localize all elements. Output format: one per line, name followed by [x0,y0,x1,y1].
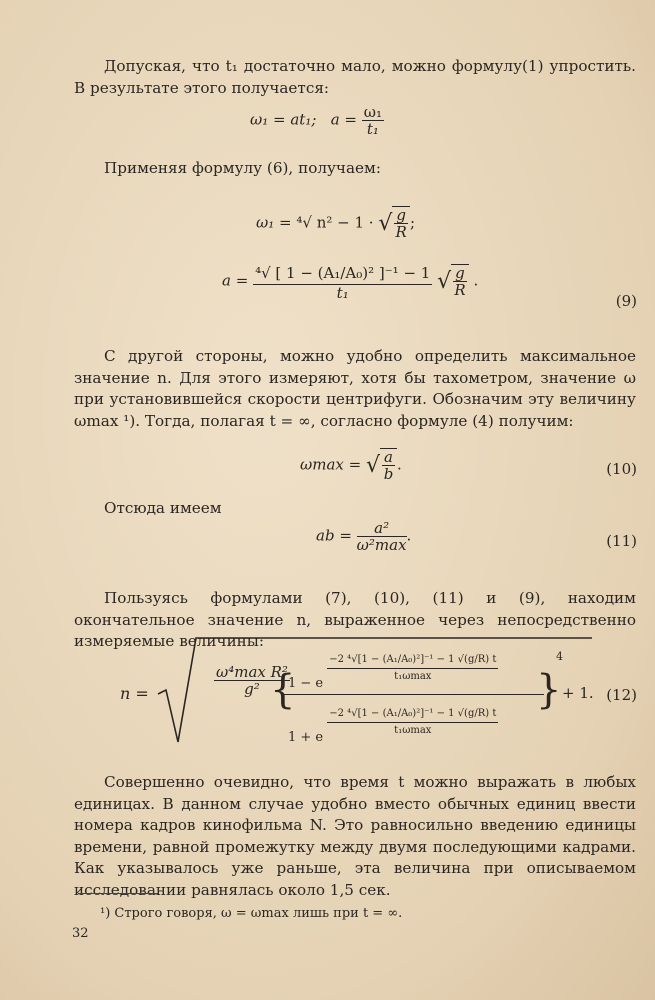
paragraph-6-text: Совершенно очевидно, что время t можно выражать в любых единицах. В данном случае удобно вместо обычных единиц ввести номера кадров кинофильма N. Это равносильно введению единицы времени, равной промежутку между двумя последующими кадрами. Как указывалось уже раньше, эта величина при описываемом исследовании равнялась около 1,5 сек. [74,773,636,899]
sqrt-symbol: √ [365,453,381,478]
eq11-number: (11) [606,532,637,550]
paragraph-1-text: Допуская, что t₁ достаточно мало, можно формулу(1) упростить. В результате этого получается: [74,57,636,97]
eq11-den: ω²max [356,536,407,554]
eq12-top-text: 1 − e [288,676,324,691]
paragraph-2-text: Применяя формулу (6), получаем: [104,159,381,177]
paragraph-5-text: Пользуясь формулами (7), (10), (11) и (9), находим окончательное значение n, выраженное через непосредственно измеряемые величины: [74,589,636,650]
eq-a-num: ω₁ [363,103,383,121]
eq-w1-root: ⁴√ n² − 1 · [296,213,374,232]
eq12-bottom-exp [327,706,498,739]
eq-w1-end: ; [410,213,416,232]
eq10-num: a [384,448,393,466]
paragraph-1 [74,56,636,99]
eq9-g-over-r [453,265,467,298]
eq9-R: R [454,281,466,299]
equation-omega1 [256,206,415,240]
paragraph-2 [74,158,636,180]
eq-w1-lhs: ω₁ = [256,213,292,232]
eq12-fraction-line [284,694,544,695]
sqrt-symbol: √ [437,269,452,294]
equation-9: a = $\frac{\text{⁴√ [ 1 − (A₁/A₀)² ]⁻¹ − 1}}{\text{t₁}}$ √ $\frac{g}{R}$ . [222,264,479,302]
eq12-coef-den: g² [244,680,260,698]
paragraph-4-text: Отсюда имеем [104,499,222,517]
eq12-top-exp-den: t₁ωmax [394,671,432,682]
eq-w1-g: g [396,206,406,224]
eq12-bottom-exp-num: −2 ⁴√[1 − (A₁/A₀)²]⁻¹ − 1 √(g/R) t [327,706,498,723]
eq9-a: a = [222,271,249,290]
eq10-den: b [383,465,394,483]
eq9-number: (9) [615,292,637,310]
eq-a-den: t₁ [366,120,379,138]
eq12-bottom [288,706,498,745]
eq12-lhs: n = [120,684,149,703]
sqrt-symbol: √ [378,211,393,236]
eq9-den: t₁ [336,284,349,302]
eq12-coef-num: ω⁴max R² [216,663,288,681]
eq12-tail: + 1. [562,684,594,702]
eq11-lhs: ab = [316,526,352,545]
page-number: 32 [72,926,89,941]
eq11-end: . [406,526,412,545]
paragraph-6 [74,772,636,901]
eq9-g: g [455,264,465,282]
equation-a [250,104,384,137]
eq12-top-exp [327,652,498,685]
eq12-top-exp-num: −2 ⁴√[1 − (A₁/A₀)²]⁻¹ − 1 √(g/R) t [327,652,498,669]
eq11-fraction [357,520,407,553]
eq12-power: 4 [556,650,563,663]
eq12-bottom-exp-den: t₁ωmax [394,725,432,736]
equation-10 [300,448,402,482]
eq12-top [288,652,498,691]
eq10-lhs: ωmax = [300,455,362,474]
eq-w1-R: R [395,223,407,241]
eq-a-a: a = [330,110,357,129]
paragraph-3 [74,346,636,432]
eq12-left-brace: { [270,667,296,713]
eq-w1-g-over-r [394,207,408,240]
eq11-num: a² [357,520,407,537]
eq10-number: (10) [606,460,637,478]
eq12-number: (12) [606,686,637,704]
equation-11 [316,520,411,553]
eq10-end: . [396,455,402,474]
paragraph-4 [74,498,636,520]
footnote-rule [78,893,158,894]
eq12-right-brace: } [536,667,562,713]
paragraph-3-text: С другой стороны, можно удобно определить максимальное значение n. Для этого измеряют, хотя бы тахометром, значение ω при установившейся скорости центрифуги. Обозначим эту величину ωmax ¹). Тогда, полагая t = ∞, согласно формуле (4) получим: [74,347,636,430]
footnote: ¹) Строго говоря, ω = ωmax лишь при t = ∞. [100,906,403,921]
eq10-fraction [382,449,395,482]
eq9-num: ⁴√ [ 1 − (A₁/A₀)² ]⁻¹ − 1 [253,262,432,285]
eq9-fraction [253,262,432,301]
eq-a-fraction [362,104,384,137]
eq12-bottom-text: 1 + e [288,730,324,745]
eq-a-lhs: ω₁ = at₁; [250,110,317,129]
